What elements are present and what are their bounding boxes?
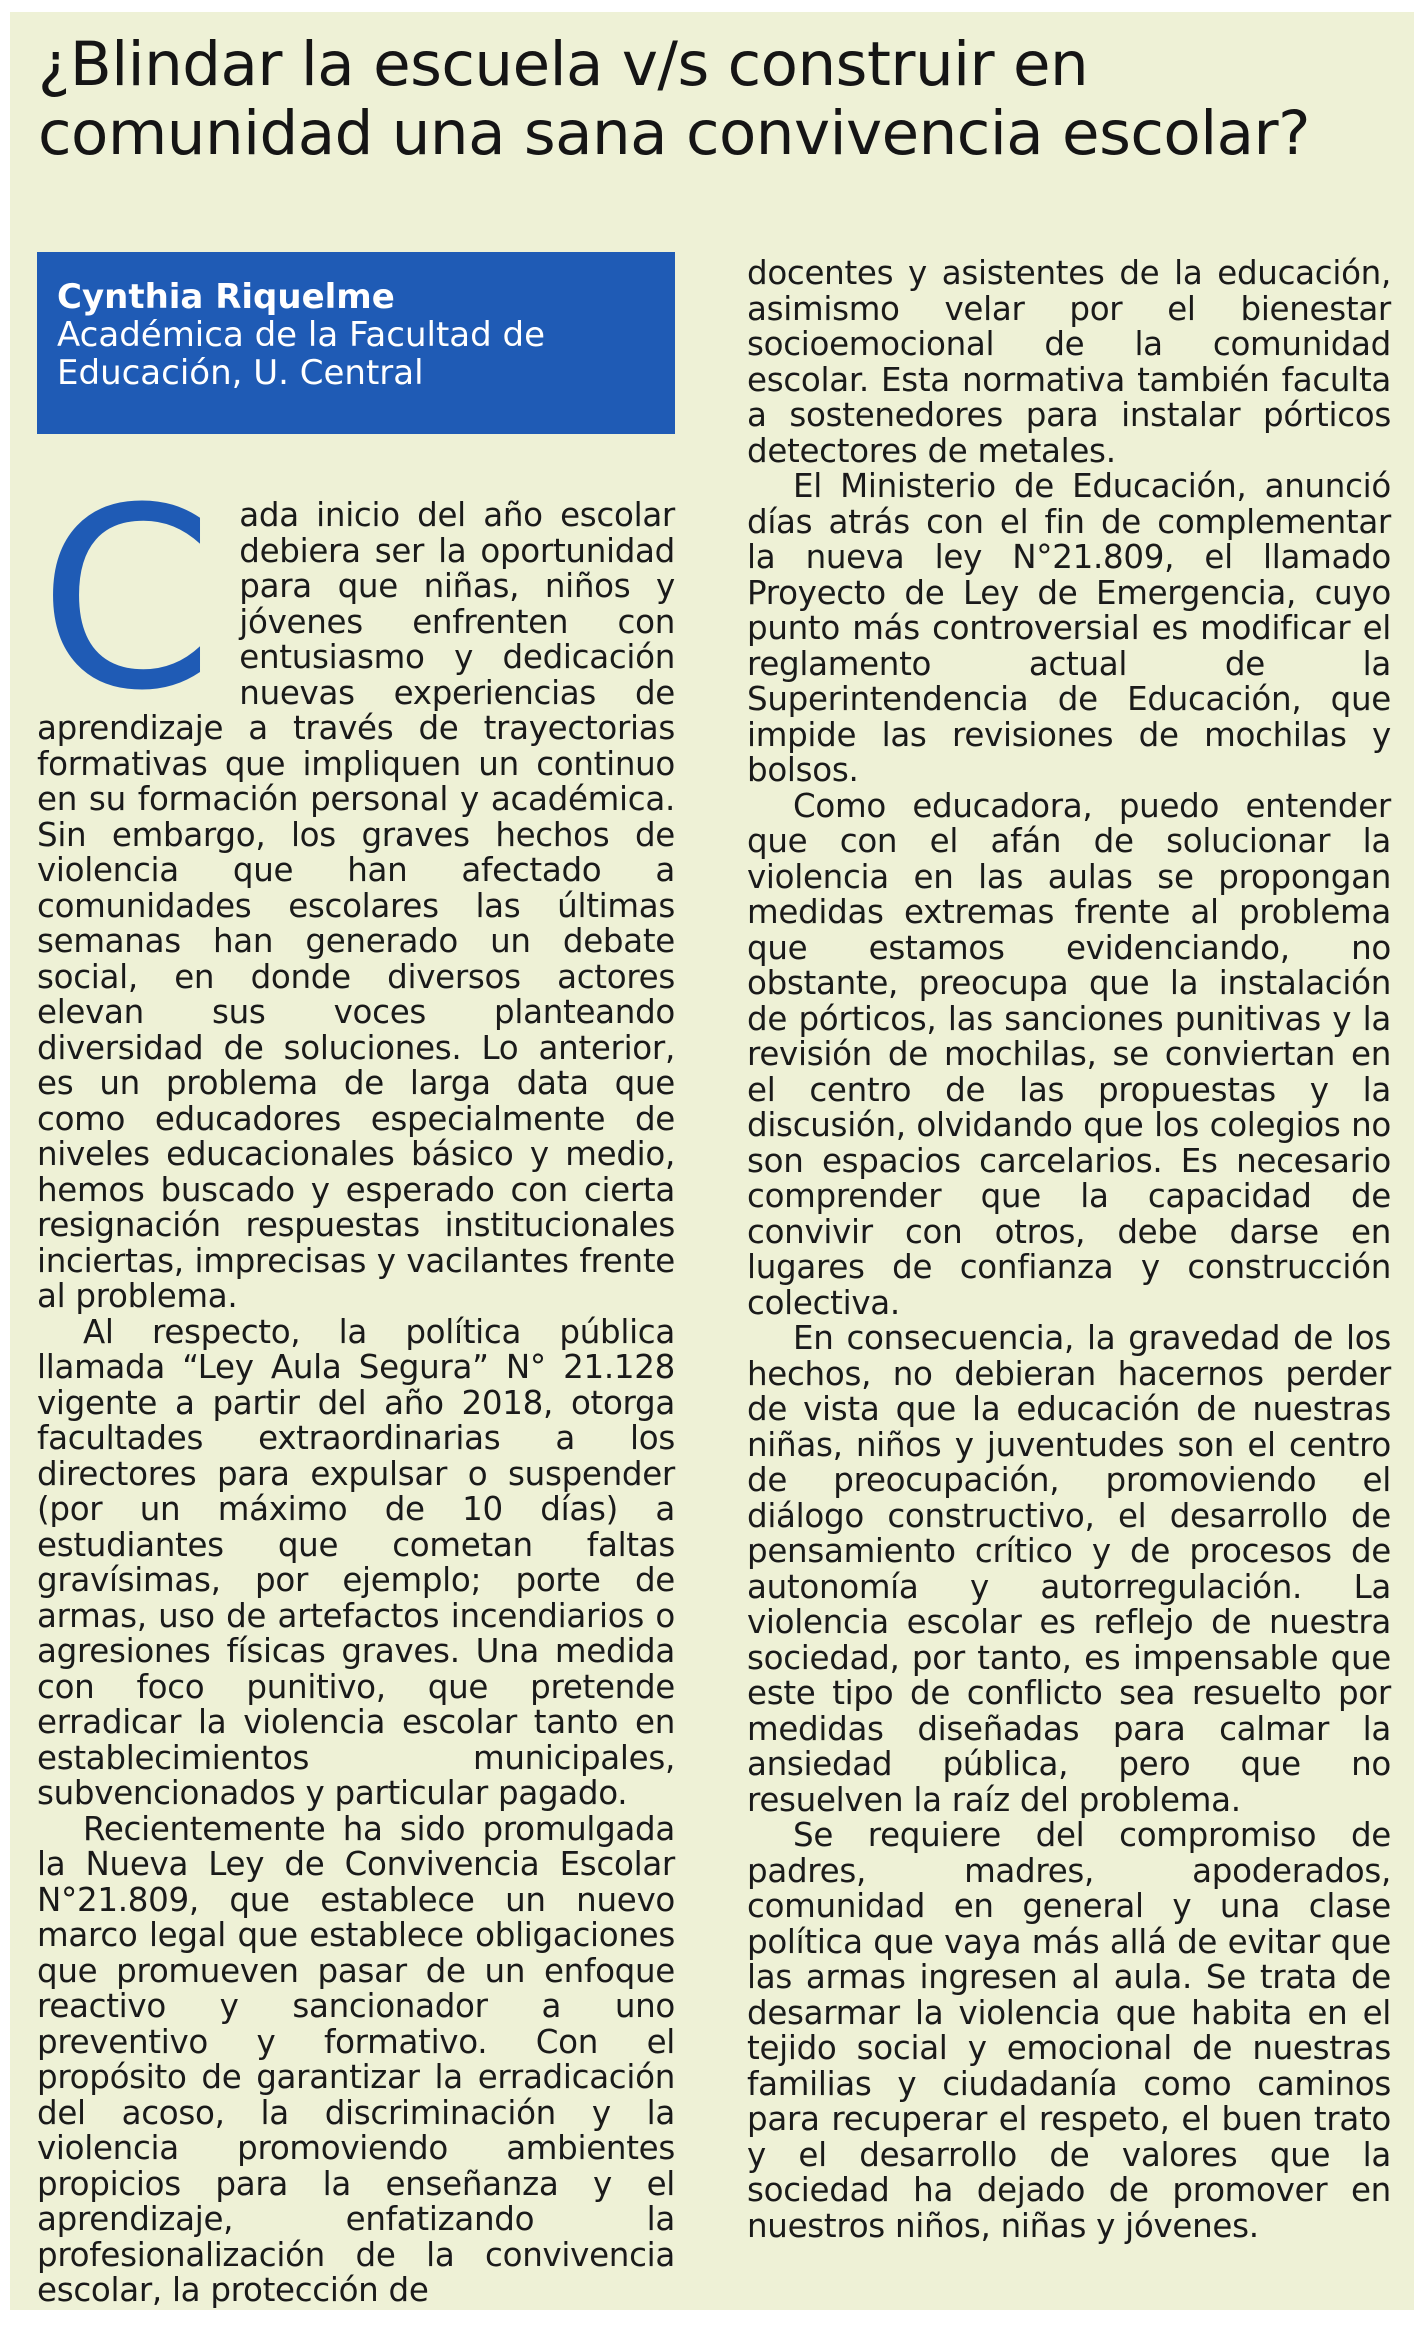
paragraph-1: [37, 454, 675, 1315]
paragraph-2: Al respecto, la política pública llamada “Ley Aula Segura” N° 21.128 vigente a partir del año 2018, otorga facultades extraordinarias a los directores para expulsar o suspender (por un máximo de 10 días) a estudiantes que cometan faltas gravísimas, por ejemplo; porte de armas, uso de artefactos incendiarios o agresiones físicas graves. Una medida con foco punitivo, que pretende erradicar la violencia escolar tanto en establecimientos municipales, subvencionados y particular pagado.: [37, 1312, 675, 1812]
paragraph-7: Se requiere del compromiso de padres, madres, apoderados, comunidad en general y una clase política que vaya más allá de evitar que las armas ingresen al aula. Se trata de desarmar la violencia que habita en el tejido social y emocional de nuestras familias y ciudadanía como caminos para recuperar el respeto, el buen trato y el desarrollo de valores que la sociedad ha dejado de promover en nuestros niños, niñas y jóvenes.: [747, 1816, 1391, 2245]
article-column-right: [747, 256, 1391, 2244]
drop-cap: C: [39, 454, 214, 745]
paragraph-6: En consecuencia, la gravedad de los hechos, no debieran hacernos perder de vista que la educación de nuestras niñas, niños y juventudes son el centro de preocupación, promoviendo el diálogo constructivo, el desarrollo de pensamiento crítico y de procesos de autonomía y autorregulación. La violencia escolar es reflejo de nuestra sociedad, por tanto, es impensable que este tipo de conflicto sea resuelto por medidas diseñadas para calmar la ansiedad pública, pero que no resuelven la raíz del problema.: [747, 1319, 1391, 1819]
author-role: Académica de la Facultad de Educación, U. Central: [57, 315, 546, 393]
paragraph-3-part-1: Recientemente ha sido promulgada la Nueva Ley de Convivencia Escolar N°21.809, que establece un nuevo marco legal que establece obligaciones que promueven pasar de un enfoque reactivo y sancionador a uno preventivo y formativo. Con el propósito de garantizar la erradicación del acoso, la discriminación y la violencia promoviendo ambientes propicios para la enseñanza y el aprendizaje, enfatizando la profesionalización de la convivencia escolar, la protección de: [37, 1809, 675, 2309]
article-column-left: [37, 454, 675, 2309]
article-title: ¿Blindar la escuela v/s construir en comunidad una sana convivencia escolar?: [38, 29, 1311, 169]
paragraph-3-part-2: docentes y asistentes de la educación, asimismo velar por el bienestar socioemocional de la comunidad escolar. Esta normativa también faculta a sostenedores para instalar pórticos detectores de metales.: [747, 254, 1391, 470]
paragraph-1-text: ada inicio del año escolar debiera ser la oportunidad para que niñas, niños y jóvenes enfrenten con entusiasmo y dedicación nuevas experiencias de aprendizaje a través de trayectorias formativas que impliquen un continuo en su formación personal y académica. Sin embargo, los graves hechos de violencia que han afectado a comunidades escolares las últimas semanas han generado un debate social, en donde diversos actores elevan sus voces planteando diversidad de soluciones. Lo anterior, es un problema de larga data que como educadores especialmente de niveles educacionales básico y medio, hemos buscado y esperado con cierta resignación respuestas institucionales inciertas, imprecisas y vacilantes frente al problema.: [37, 496, 675, 1315]
author-name: Cynthia Riquelme: [57, 277, 395, 317]
paragraph-4: El Ministerio de Educación, anunció días atrás con el fin de complementar la nueva ley N°21.809, el llamado Proyecto de Ley de Emergencia, cuyo punto más controversial es modificar el reglamento actual de la Superintendencia de Educación, que impide las revisiones de mochilas y bolsos.: [747, 467, 1391, 789]
paragraph-5: Como educadora, puedo entender que con el afán de solucionar la violencia en las aulas se propongan medidas extremas frente al problema que estamos evidenciando, no obstante, preocupa que la instalación de pórticos, las sanciones punitivas y la revisión de mochilas, se conviertan en el centro de las propuestas y la discusión, olvidando que los colegios no son espacios carcelarios. Es necesario comprender que la capacidad de convivir con otros, debe darse en lugares de confianza y construcción colectiva.: [747, 786, 1391, 1322]
author-box: [37, 252, 675, 434]
newspaper-page: [10, 12, 1414, 2310]
